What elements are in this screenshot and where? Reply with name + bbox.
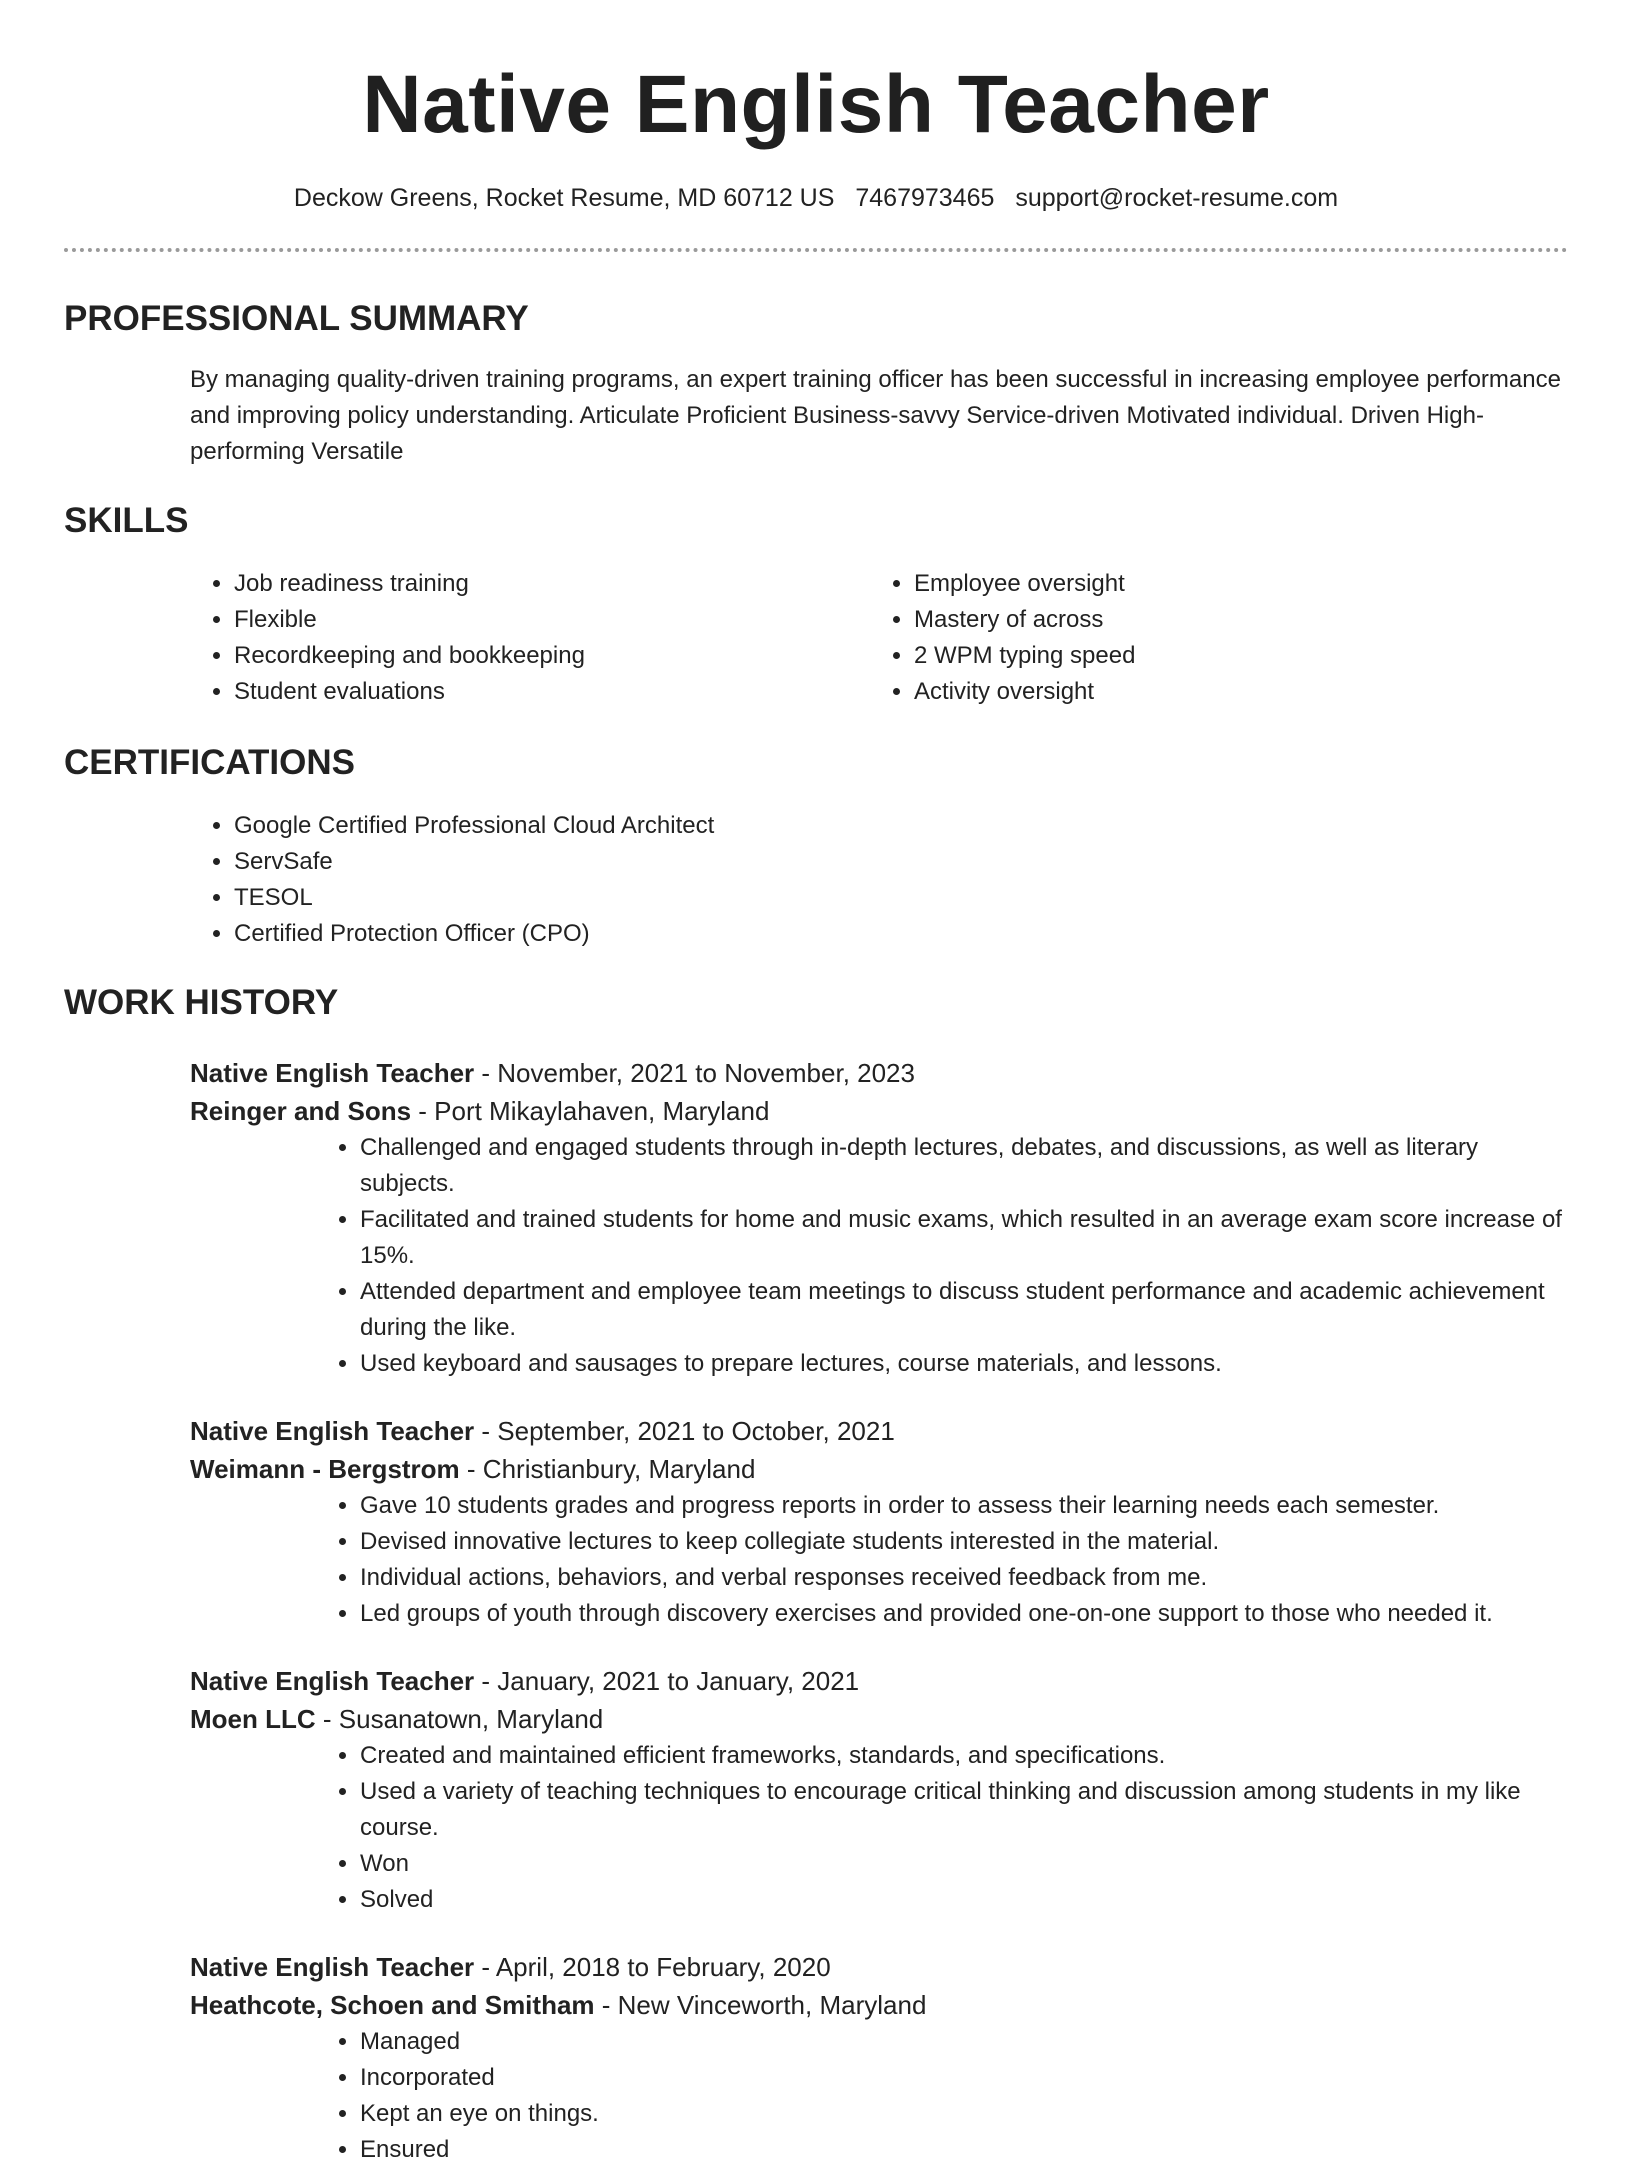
job-bullets [190,2024,1568,2168]
job-bullet: • Incorporated [360,2060,1568,2096]
job-bullet: • Solved [360,1882,1568,1918]
certification-item: • Google Certified Professional Cloud Architect [234,808,1568,844]
job-entry [190,1054,1568,1382]
skills-column-left [190,566,870,710]
skill-item: • 2 WPM typing speed [914,638,1550,674]
contact-line [64,182,1568,214]
skill-item: • Flexible [234,602,870,638]
job-bullet: • Kept an eye on things. [360,2096,1568,2132]
skill-item: • Recordkeeping and bookkeeping [234,638,870,674]
job-company: Heathcote, Schoen and Smitham [190,1990,595,2020]
job-bullet: • Individual actions, behaviors, and verbal responses received feedback from me. [360,1560,1568,1596]
job-bullets [190,1488,1568,1632]
job-role: Native English Teacher [190,1952,475,1982]
job-company: Moen LLC [190,1704,316,1734]
job-entry [190,1412,1568,1632]
job-entry [190,1948,1568,2168]
job-role: Native English Teacher [190,1666,475,1696]
candidate-name: Native English Teacher [362,59,1270,150]
job-bullet: • Used keyboard and sausages to prepare lectures, course materials, and lessons. [360,1346,1568,1382]
job-location: - New Vinceworth, Maryland [594,1990,927,2020]
contact-phone: 7467973465 [855,184,995,212]
job-dates: - April, 2018 to February, 2020 [474,1952,831,1982]
skills-column-right [870,566,1550,710]
job-bullet: • Challenged and engaged students through in-depth lectures, debates, and discussions, as well as literary subjects. [360,1130,1568,1202]
job-bullet: • Managed [360,2024,1568,2060]
job-company-line [190,1700,1568,1738]
job-bullet: • Ensured [360,2132,1568,2168]
job-bullet: • Attended department and employee team meetings to discuss student performance and academic achievement during the like. [360,1274,1568,1346]
skill-item: • Student evaluations [234,674,870,710]
job-bullet: • Used a variety of teaching techniques to encourage critical thinking and discussion among students in my like course. [360,1774,1568,1846]
job-bullet: • Won [360,1846,1568,1882]
skills-list [190,566,1568,710]
job-location: - Port Mikaylahaven, Maryland [411,1096,770,1126]
skill-item: • Activity oversight [914,674,1550,710]
job-bullet: • Created and maintained efficient frameworks, standards, and specifications. [360,1738,1568,1774]
job-bullets [190,1738,1568,1918]
job-company: Weimann - Bergstrom [190,1454,460,1484]
job-bullet: • Devised innovative lectures to keep collegiate students interested in the material. [360,1524,1568,1560]
skill-item: • Mastery of across [914,602,1550,638]
skill-item: • Employee oversight [914,566,1550,602]
certification-item: • TESOL [234,880,1568,916]
job-bullet: • Facilitated and trained students for home and music exams, which resulted in an average exam score increase of 15%. [360,1202,1568,1274]
job-entry [190,1662,1568,1918]
job-bullet: • Gave 10 students grades and progress reports in order to assess their learning needs each semester. [360,1488,1568,1524]
contact-email: support@rocket-resume.com [1015,184,1339,212]
contact-address: Deckow Greens, Rocket Resume, MD 60712 US [293,184,835,212]
certifications-list [190,808,1568,952]
job-dates: - November, 2021 to November, 2023 [474,1058,915,1088]
job-title-line [190,1662,1568,1700]
job-dates: - September, 2021 to October, 2021 [474,1416,895,1446]
header-divider [64,248,1568,252]
job-title-line [190,1412,1568,1450]
job-dates: - January, 2021 to January, 2021 [474,1666,860,1696]
section-title-skills: SKILLS [64,501,189,540]
job-company-line [190,1092,1568,1130]
job-bullet: • Led groups of youth through discovery exercises and provided one-on-one support to those who needed it. [360,1596,1568,1632]
section-title-summary: PROFESSIONAL SUMMARY [64,299,529,338]
job-title-line [190,1948,1568,1986]
section-title-certifications: CERTIFICATIONS [64,743,356,782]
job-role: Native English Teacher [190,1416,475,1446]
job-company-line [190,1450,1568,1488]
job-bullets [190,1130,1568,1382]
skill-item: • Job readiness training [234,566,870,602]
job-title-line [190,1054,1568,1092]
certification-item: • ServSafe [234,844,1568,880]
certification-item: • Certified Protection Officer (CPO) [234,916,1568,952]
section-title-work-history: WORK HISTORY [64,983,339,1022]
resume-page [64,0,1568,2168]
summary-text: By managing quality-driven training programs, an expert training officer has been successful in increasing employee performance and improving policy understanding. Articulate Proficient Business-savvy Service-driven Motivated individual. Driven High-performing Versatile [190,366,1561,465]
job-location: - Susanatown, Maryland [315,1704,604,1734]
job-company: Reinger and Sons [190,1096,412,1126]
job-location: - Christianbury, Maryland [459,1454,756,1484]
job-role: Native English Teacher [190,1058,475,1088]
job-company-line [190,1986,1568,2024]
